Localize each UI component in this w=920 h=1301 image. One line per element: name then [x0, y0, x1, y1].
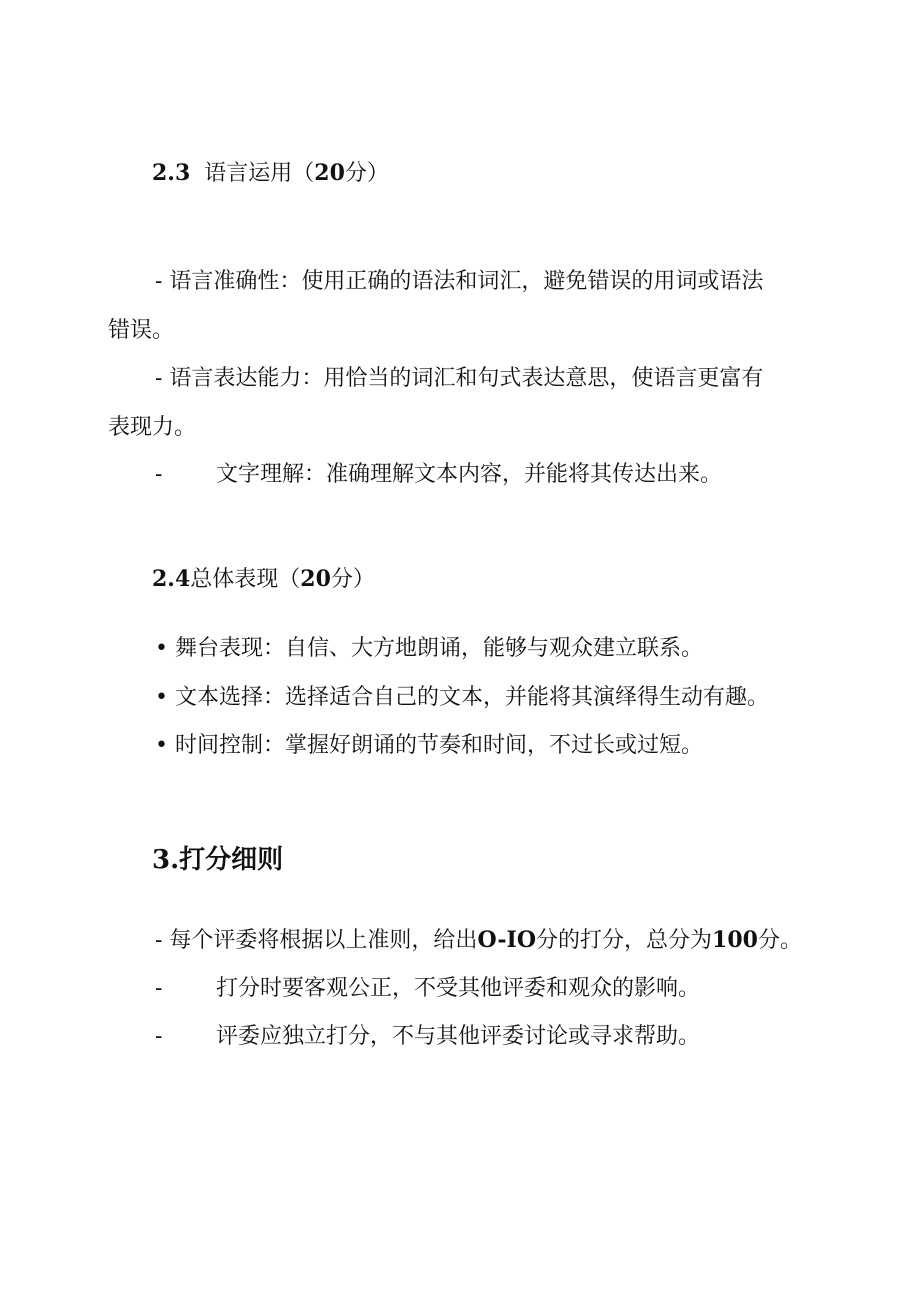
bullet-marker: • — [155, 685, 168, 710]
dash-marker: - — [155, 928, 163, 953]
section-heading-3 — [152, 843, 283, 877]
item-text: 评委应独立打分，不与其他评委讨论或寻求帮助。 — [216, 1024, 701, 1049]
list-item — [155, 267, 763, 297]
section-heading-2-4 — [152, 564, 375, 595]
item-text: 打分时要客观公正，不受其他评委和观众的影响。 — [216, 976, 701, 1001]
bullet-item — [155, 634, 703, 664]
dash-marker: - — [155, 269, 163, 294]
list-item-text — [216, 1022, 700, 1052]
bullet-marker: • — [155, 636, 168, 661]
item-text: 表现力。 — [108, 415, 197, 440]
section-title: 3.打分细则 — [152, 845, 284, 875]
section-number: 2.3 — [152, 160, 191, 186]
list-item-text — [216, 460, 722, 490]
list-item — [155, 925, 802, 956]
bullet-marker: • — [155, 733, 168, 758]
dash-marker: - — [155, 1024, 163, 1049]
section-title: 总体表现（ — [190, 567, 301, 592]
dash-marker: - — [155, 976, 163, 1001]
item-text: 错误。 — [108, 318, 175, 343]
item-text: 舞台表现：自信、大方地朗诵，能够与观众建立联系。 — [175, 636, 704, 661]
bullet-item — [155, 683, 769, 713]
section-score-suffix: 分） — [344, 161, 389, 186]
dash-marker: - — [155, 462, 163, 487]
section-score-suffix: 分） — [330, 567, 375, 592]
item-text: 分的打分，总分为 — [536, 928, 713, 953]
item-text: 文本选择：选择适合自己的文本，并能将其演绎得生动有趣。 — [175, 685, 770, 710]
bullet-item — [155, 731, 703, 761]
dash-marker: - — [155, 366, 163, 391]
section-score: 20 — [314, 160, 345, 186]
list-item — [155, 1022, 162, 1052]
item-text: 时间控制：掌握好朗诵的节奏和时间，不过长或过短。 — [175, 733, 704, 758]
section-title: 语言运用（ — [204, 161, 315, 186]
list-item — [155, 364, 763, 394]
item-text: 语言准确性：使用正确的语法和词汇，避免错误的用词或语法 — [162, 269, 764, 294]
section-number: 2.4 — [152, 566, 191, 592]
list-item — [155, 460, 162, 490]
section-heading-2-3 — [152, 158, 389, 189]
item-text: 文字理解：准确理解文本内容，并能将其传达出来。 — [216, 462, 723, 487]
total-score: 100 — [712, 927, 758, 953]
item-text: 每个评委将根据以上准则，给出 — [162, 928, 478, 953]
list-item — [155, 974, 162, 1004]
list-item-continuation — [108, 413, 196, 443]
item-text: 分。 — [757, 928, 802, 953]
section-score: 20 — [300, 566, 331, 592]
item-text: 语言表达能力：用恰当的词汇和句式表达意思，使语言更富有 — [162, 366, 764, 391]
list-item-text — [216, 974, 700, 1004]
score-range: O-IO — [477, 927, 536, 953]
list-item-continuation — [108, 316, 174, 346]
